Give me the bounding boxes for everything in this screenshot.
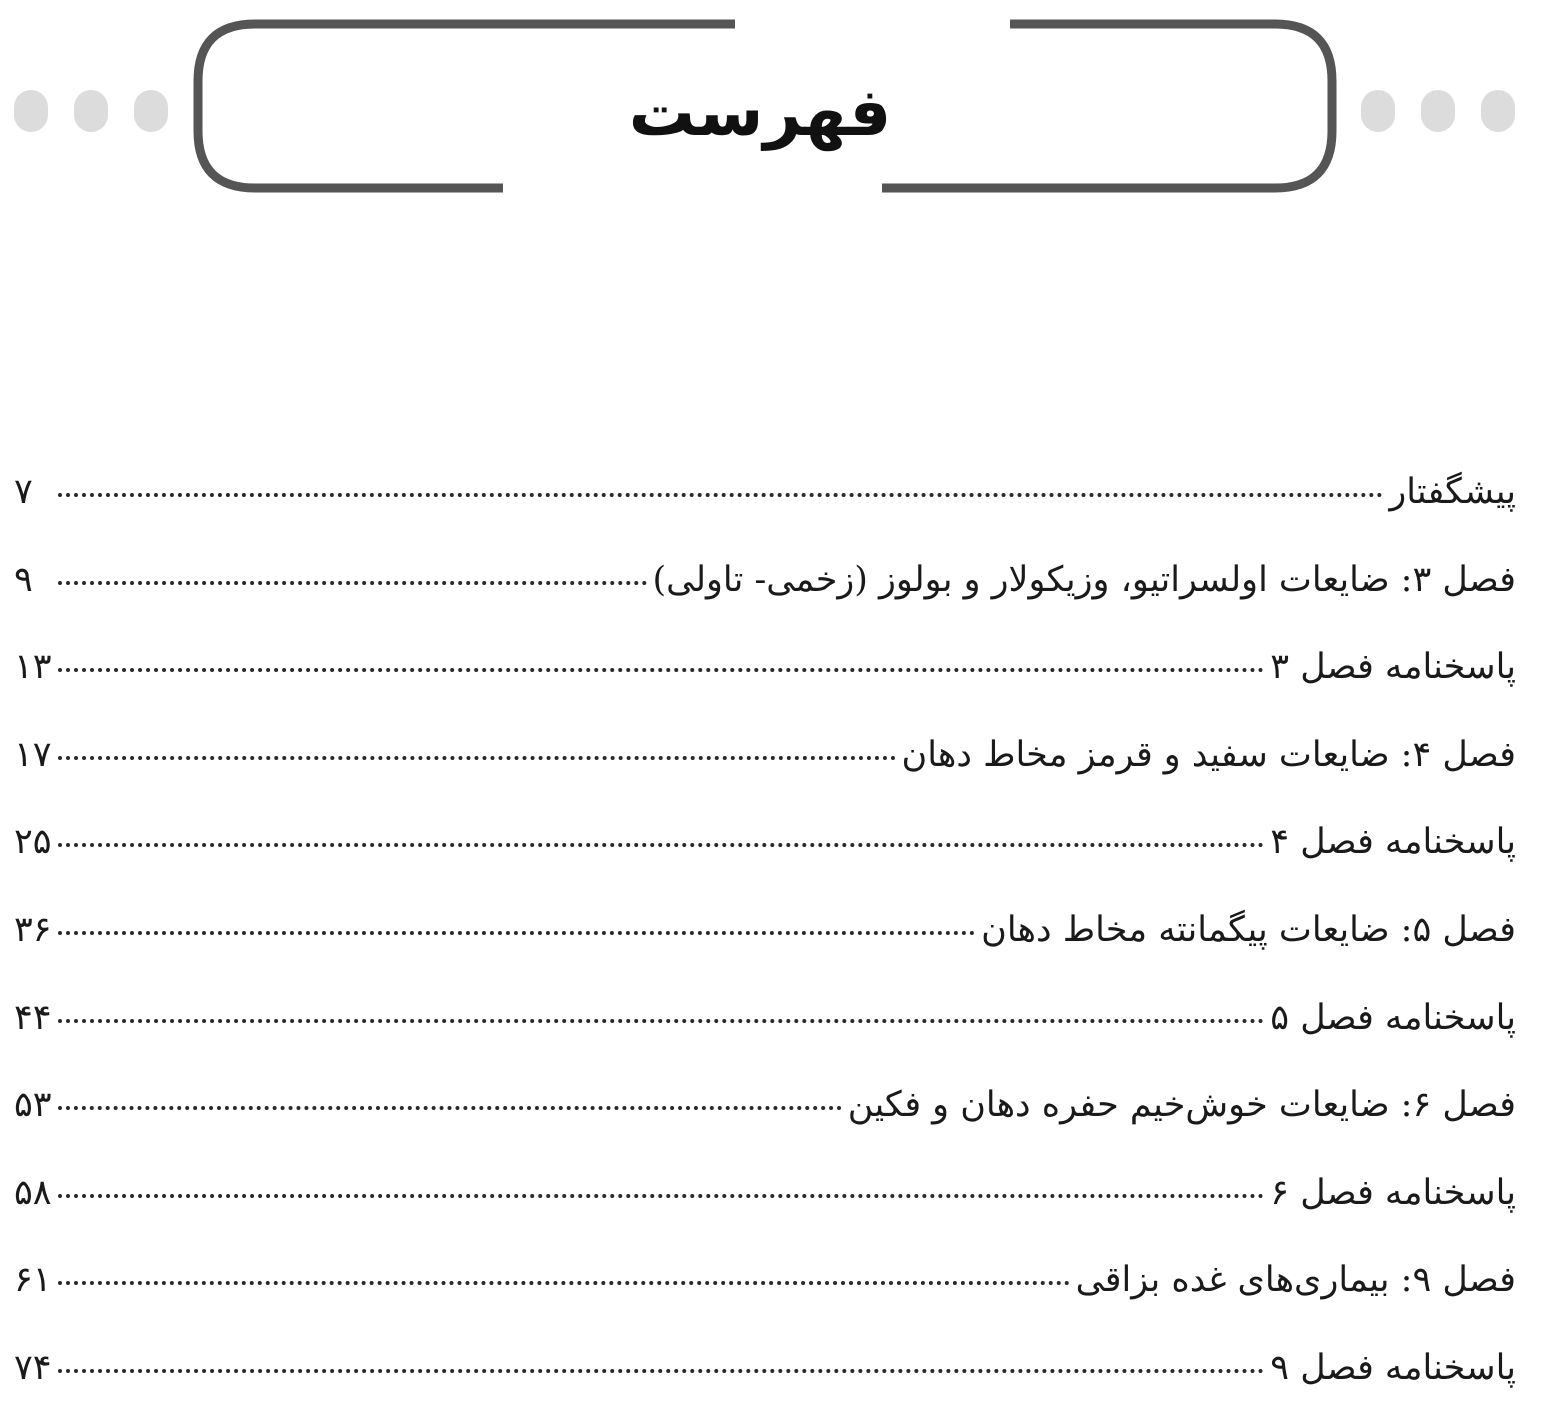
toc-entry[interactable] — [14, 1338, 1516, 1426]
decorative-dot — [14, 90, 48, 132]
toc-entry[interactable] — [14, 988, 1516, 1076]
toc-entry-page: ۲۵ — [14, 822, 52, 863]
toc-entry[interactable] — [14, 812, 1516, 900]
dot-leader — [58, 1019, 1264, 1023]
toc-entry-page: ۵۳ — [14, 1085, 52, 1126]
decorative-dot — [74, 90, 108, 132]
toc-entry-title: پاسخنامه فصل ۹ — [1270, 1347, 1516, 1388]
toc-entry[interactable] — [14, 637, 1516, 725]
toc-entry-page: ۵۸ — [14, 1172, 52, 1213]
toc-entry[interactable] — [14, 550, 1516, 638]
dot-leader — [58, 1106, 842, 1110]
toc-entry-title: فصل ۵: ضایعات پیگمانته مخاط دهان — [981, 909, 1516, 950]
decorative-dot — [1361, 90, 1395, 132]
toc-entry-title: فصل ۳: ضایعات اولسراتیو، وزیکولار و بولوز (زخمی- تاولی) — [652, 559, 1516, 600]
toc-entry-title: پاسخنامه فصل ۶ — [1270, 1172, 1516, 1213]
toc-entry-page: ۹ — [14, 559, 33, 600]
decorative-dot — [134, 90, 168, 132]
toc-entry-title: پاسخنامه فصل ۳ — [1270, 647, 1516, 688]
toc-entry-title: فصل ۶: ضایعات خوش‌خیم حفره دهان و فکین — [847, 1085, 1516, 1126]
toc-entry-title: فصل ۴: ضایعات سفید و قرمز مخاط دهان — [901, 734, 1516, 775]
toc-entry[interactable] — [14, 725, 1516, 813]
toc-entry-page: ۱۳ — [14, 647, 52, 688]
dot-leader — [58, 581, 647, 585]
dot-leader — [58, 1369, 1264, 1373]
toc-entry[interactable] — [14, 1163, 1516, 1251]
toc-entry-title: پیشگفتار — [1389, 472, 1516, 512]
toc-entry-page: ۷ — [14, 472, 33, 512]
dot-leader — [58, 1194, 1264, 1198]
toc-entry-title: پاسخنامه فصل ۵ — [1270, 997, 1516, 1038]
toc-entry-page: ۱۷ — [14, 734, 52, 775]
toc-entry-page: ۳۶ — [14, 909, 52, 950]
toc-entry-page: ۶۱ — [14, 1260, 52, 1301]
toc-entry-page: ۴۴ — [14, 997, 52, 1038]
dot-leader — [58, 493, 1383, 497]
decorative-dot — [1481, 90, 1515, 132]
page-title: فهرست — [628, 74, 892, 151]
table-of-contents — [14, 462, 1516, 1426]
toc-entry-page: ۷۴ — [14, 1347, 52, 1388]
dot-leader — [58, 668, 1264, 672]
dot-leader — [58, 1281, 1070, 1285]
decorative-dot — [1421, 90, 1455, 132]
dot-leader — [58, 756, 896, 760]
toc-entry[interactable] — [14, 900, 1516, 988]
toc-entry-title: پاسخنامه فصل ۴ — [1270, 822, 1516, 863]
toc-entry[interactable] — [14, 1250, 1516, 1338]
toc-entry-title: فصل ۹: بیماری‌های غده بزاقی — [1075, 1260, 1516, 1301]
dot-leader — [58, 931, 975, 935]
page-header — [0, 0, 1560, 210]
toc-entry[interactable] — [14, 1075, 1516, 1163]
toc-entry[interactable] — [14, 462, 1516, 550]
dot-leader — [58, 843, 1264, 847]
